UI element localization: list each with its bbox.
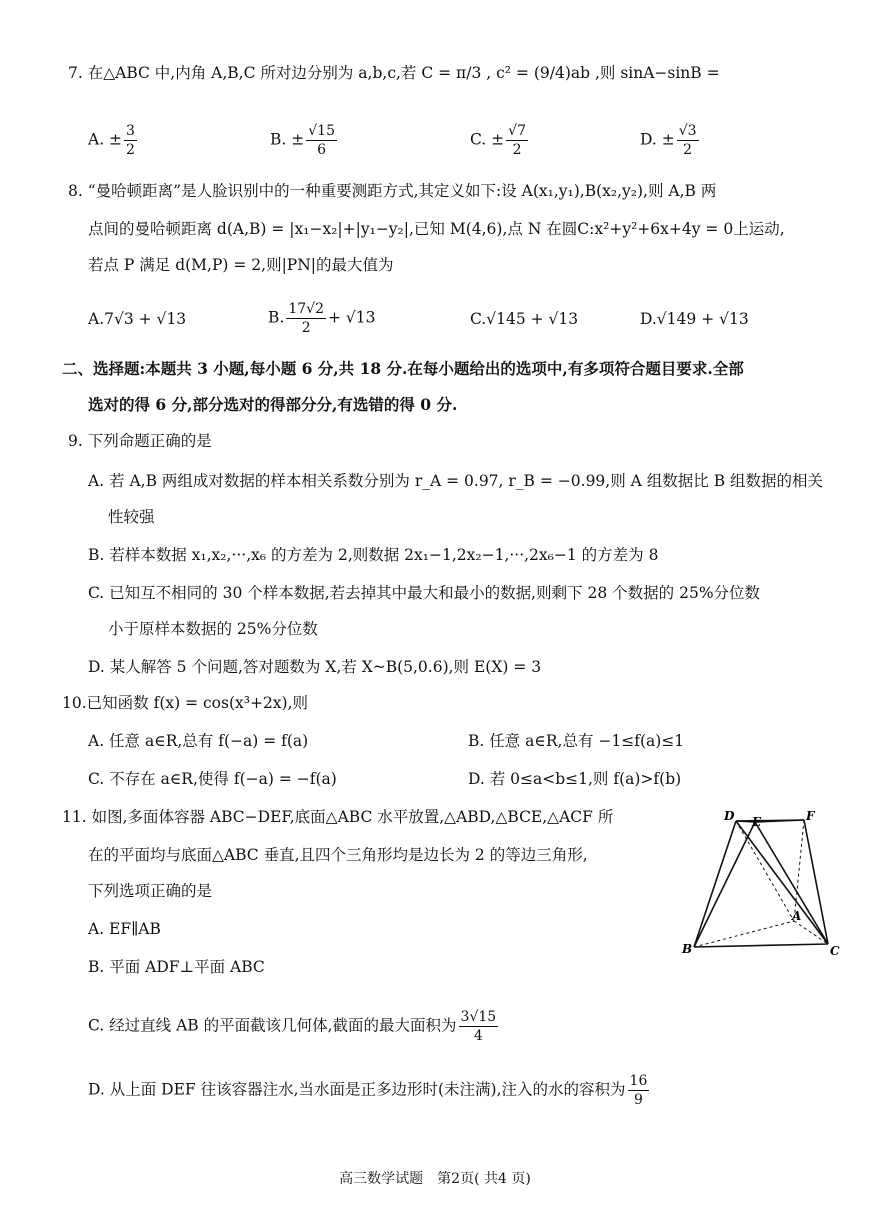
q8-line-3: 若点 P 满足 d(M,P) = 2,则|PN|的最大值为: [88, 256, 394, 274]
q8-line-2: 点间的曼哈顿距离 d(A,B) = |x₁−x₂|+|y₁−y₂|,已知 M(4,6),点 N 在圆C:x²+y²+6x+4y = 0上运动,: [88, 220, 785, 238]
q8-option-c: C.√145 + √13: [470, 310, 579, 328]
q10-option-d: D. 若 0≤a<b≤1,则 f(a)>f(b): [468, 770, 682, 788]
polyhedron-figure: [680, 808, 850, 960]
q10-option-a: A. 任意 a∈R,总有 f(−a) = f(a): [88, 732, 309, 750]
edge-bc: [694, 944, 828, 947]
q7-option-b: B. ± $\frac{√15}{6}$: [270, 123, 335, 158]
q11-option-c: C. 经过直线 AB 的平面截该几何体,截面的最大面积为 $\frac{3√15}{4}$: [88, 1009, 497, 1044]
q11-option-a: A. EF∥AB: [88, 920, 161, 938]
q11-line-3: 下列选项正确的是: [88, 882, 213, 900]
q11-option-d: D. 从上面 DEF 往该容器注水,当水面是正多边形时(未注满),注入的水的容积为 $\frac{16}{9}$: [88, 1073, 648, 1108]
q11-line-2: 在的平面均与底面△ABC 垂直,且四个三角形均是边长为 2 的等边三角形,: [88, 846, 588, 864]
edge-ed: [736, 821, 828, 944]
q9-option-b: B. 若样本数据 x₁,x₂,···,x₆ 的方差为 2,则数据 2x₁−1,2x₂−1,···,2x₆−1 的方差为 8: [88, 546, 659, 564]
q9-option-a: A. 若 A,B 两组成对数据的样本相关系数分别为 r_A = 0.97, r_B = −0.99,则 A 组数据比 B 组数据的相关: [88, 472, 824, 490]
label-e: E: [752, 815, 762, 829]
q9-option-c-cont: 小于原样本数据的 25%分位数: [108, 620, 318, 638]
q7-option-c: C. ± $\frac{√7}{2}$: [470, 123, 526, 158]
q10-stem: 10.已知函数 f(x) = cos(x³+2x),则: [62, 694, 309, 712]
q7-option-d: D. ± $\frac{√3}{2}$: [640, 123, 697, 158]
label-c: C: [830, 944, 840, 958]
label-d: D: [724, 809, 735, 823]
edge-da-hidden: [736, 821, 794, 921]
q11-option-b: B. 平面 ADF⊥平面 ABC: [88, 958, 265, 976]
q7-option-a: A. ± $\frac{3}{2}$: [88, 123, 135, 158]
page-footer: 高三数学试题 第2页( 共4 页): [339, 1171, 531, 1187]
q8-line-1: 8. “曼哈顿距离”是人脸识别中的一种重要测距方式,其定义如下:设 A(x₁,y₁),B(x₂,y₂),则 A,B 两: [68, 182, 717, 200]
label-a: A: [792, 909, 802, 923]
q8-option-d: D.√149 + √13: [640, 310, 749, 328]
edge-db: [694, 821, 736, 947]
q11-line-1: 11. 如图,多面体容器 ABC−DEF,底面△ABC 水平放置,△ABD,△BCE,△ACF 所: [62, 808, 614, 826]
q7-stem: 7. 在△ABC 中,内角 A,B,C 所对边分别为 a,b,c,若 C = π/3 , c² = (9/4)ab ,则 sinA−sinB =: [68, 64, 720, 82]
edge-eb: [694, 822, 755, 947]
q9-option-c: C. 已知互不相同的 30 个样本数据,若去掉其中最大和最小的数据,则剩下 28 个数据的 25%分位数: [88, 584, 761, 602]
q9-option-a-cont: 性较强: [108, 508, 155, 526]
q10-option-b: B. 任意 a∈R,总有 −1≤f(a)≤1: [468, 732, 685, 750]
label-f: F: [806, 809, 815, 823]
q10-option-c: C. 不存在 a∈R,使得 f(−a) = −f(a): [88, 770, 337, 788]
section-2-heading: 二、选择题:本题共 3 小题,每小题 6 分,共 18 分.在每小题给出的选项中,有多项符合题目要求.全部: [62, 359, 744, 378]
edge-ba-hidden: [694, 921, 794, 947]
edge-ac-hidden: [794, 921, 828, 944]
q8-option-b: B. $\frac{17√2}{2}$ + √13: [268, 301, 376, 336]
q8-option-a: A.7√3 + √13: [88, 310, 187, 328]
edge-ec: [755, 822, 828, 944]
edge-df: [736, 820, 804, 821]
section-2-subheading: 选对的得 6 分,部分选对的得部分分,有选错的得 0 分.: [88, 395, 458, 414]
q9-option-d: D. 某人解答 5 个问题,答对题数为 X,若 X~B(5,0.6),则 E(X) = 3: [88, 658, 542, 676]
q9-stem: 9. 下列命题正确的是: [68, 432, 212, 450]
label-b: B: [682, 942, 693, 956]
